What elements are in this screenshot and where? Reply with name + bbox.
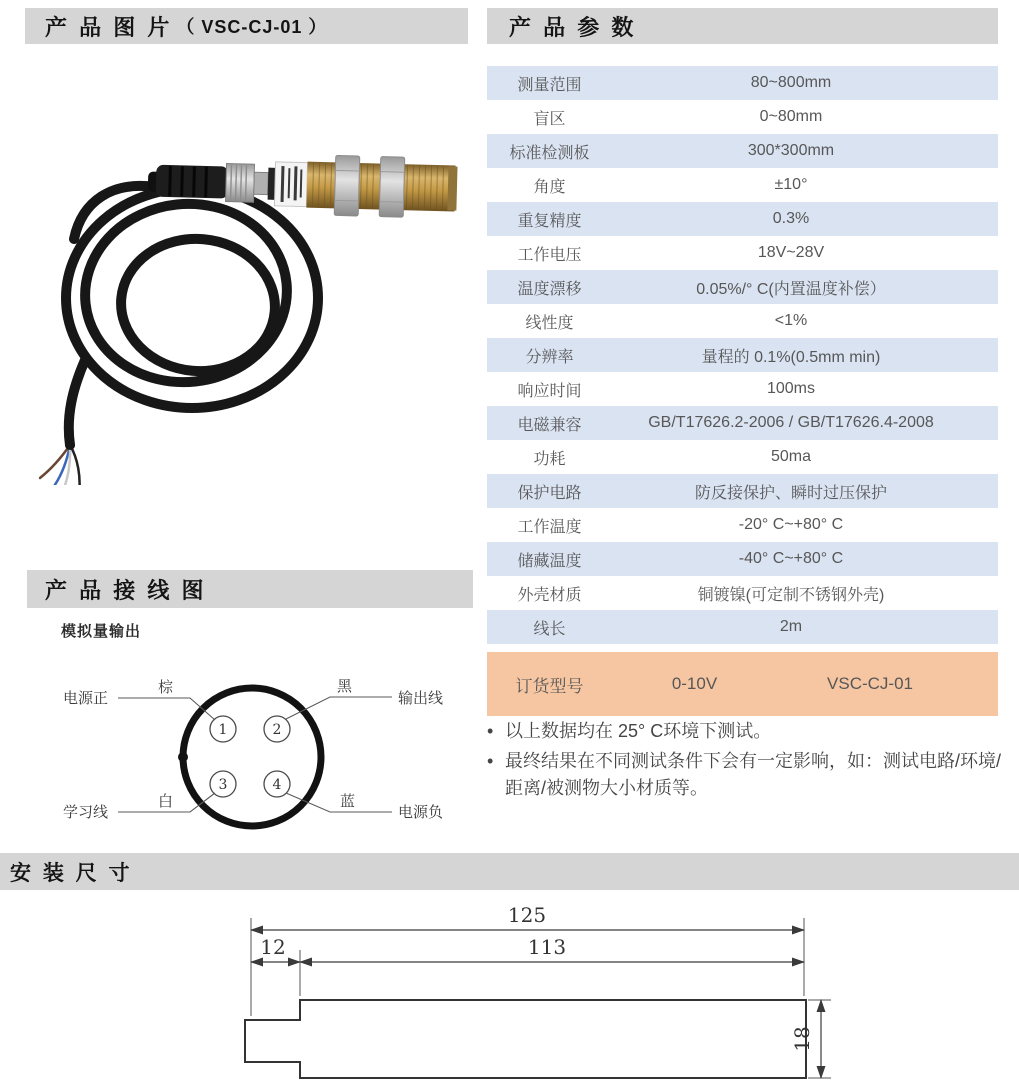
bullet-icon: • xyxy=(487,751,494,771)
param-label: 角度 xyxy=(533,178,566,196)
order-row-model: VSC-CJ-01 xyxy=(827,674,913,693)
order-row-output: 0-10V xyxy=(671,674,718,693)
param-row xyxy=(487,168,998,202)
param-value: 300*300mm xyxy=(747,142,835,159)
param-row xyxy=(487,270,998,304)
param-label: 重复精度 xyxy=(517,212,582,230)
params-title: 产 品 参 数 xyxy=(509,14,637,40)
note-text: 以上数据均在 25° C环境下测试。 xyxy=(505,721,772,741)
param-row xyxy=(487,338,998,372)
param-value: 18V~28V xyxy=(757,244,825,261)
params-table-rows xyxy=(487,66,998,644)
section-header-install xyxy=(0,853,1019,890)
section-header-product-image xyxy=(25,8,468,44)
dim-125: 125 xyxy=(507,903,547,927)
param-row xyxy=(487,100,998,134)
order-model-row xyxy=(487,652,998,716)
param-label: 线性度 xyxy=(525,314,574,332)
cable-wires xyxy=(40,440,80,485)
param-row xyxy=(487,202,998,236)
param-value: 0.05%/° C(内置温度补偿） xyxy=(696,280,886,298)
param-label: 电磁兼容 xyxy=(517,416,582,434)
param-value: 100ms xyxy=(766,380,816,397)
section-header-params xyxy=(487,8,998,44)
label-learn-wire: 学习线 xyxy=(63,804,109,821)
dim-12: 12 xyxy=(260,935,286,959)
pin-3-number: 3 xyxy=(218,777,228,793)
param-label: 工作电压 xyxy=(517,246,582,264)
param-label: 外壳材质 xyxy=(517,586,582,604)
label-wire-black: 黑 xyxy=(337,678,353,695)
param-label: 工作温度 xyxy=(517,518,582,536)
dim-113: 113 xyxy=(527,935,567,959)
param-row xyxy=(487,406,998,440)
connector-key-notch xyxy=(178,752,188,762)
params-table xyxy=(487,66,998,716)
param-value: ±10° xyxy=(774,176,808,193)
bullet-icon: • xyxy=(487,721,494,741)
param-label: 分辨率 xyxy=(525,348,574,366)
param-row xyxy=(487,440,998,474)
param-value: 80~800mm xyxy=(750,74,832,91)
param-label: 线长 xyxy=(533,620,566,638)
label-wire-white: 白 xyxy=(158,793,174,810)
install-title: 安 装 尺 寸 xyxy=(10,861,133,885)
product-photo xyxy=(30,55,470,485)
param-row xyxy=(487,474,998,508)
param-label: 储藏温度 xyxy=(517,552,582,570)
param-value: 0~80mm xyxy=(759,108,823,125)
order-row-label: 订货型号 xyxy=(515,676,584,696)
pin-4-number: 4 xyxy=(272,777,282,793)
param-label: 盲区 xyxy=(533,110,566,128)
label-power-negative: 电源负 xyxy=(398,804,444,821)
note-text: 最终结果在不同测试条件下会有一定影响，如：测试电路/环境/距离/被测物大小材质等。 xyxy=(505,751,1001,798)
label-output-wire: 输出线 xyxy=(398,690,444,707)
param-row xyxy=(487,610,998,644)
param-value: -20° C~+80° C xyxy=(738,516,844,533)
product-image-model: （ VSC-CJ-01 ） xyxy=(176,17,328,37)
param-row xyxy=(487,236,998,270)
pin-1-number: 1 xyxy=(218,722,228,738)
label-power-positive: 电源正 xyxy=(63,690,109,707)
label-wire-brown: 棕 xyxy=(158,679,174,696)
param-label: 保护电路 xyxy=(517,484,582,502)
note-item xyxy=(487,718,1002,745)
dim-18: 18 xyxy=(790,1026,814,1052)
param-row xyxy=(487,542,998,576)
param-value: 2m xyxy=(779,618,803,635)
param-value: GB/T17626.2-2006 / GB/T17626.4-2008 xyxy=(648,414,934,431)
param-value: 铜镀镍(可定制不锈钢外壳) xyxy=(697,586,885,604)
dimension-drawing xyxy=(225,898,845,1092)
param-label: 标准检测板 xyxy=(509,144,590,162)
pin-2-number: 2 xyxy=(272,722,282,738)
param-row xyxy=(487,372,998,406)
sensor-outline xyxy=(245,1000,806,1078)
param-row xyxy=(487,134,998,168)
param-row xyxy=(487,508,998,542)
param-label: 响应时间 xyxy=(517,382,582,400)
param-row xyxy=(487,576,998,610)
param-value: 量程的 0.1%(0.5mm min) xyxy=(701,348,881,366)
param-value: -40° C~+80° C xyxy=(738,550,844,567)
wiring-title: 产 品 接 线 图 xyxy=(45,577,207,603)
param-value: 防反接保护、瞬时过压保护 xyxy=(694,484,887,502)
param-value: 0.3% xyxy=(772,210,810,227)
param-label: 测量范围 xyxy=(517,76,582,94)
wiring-diagram xyxy=(30,665,475,835)
notes xyxy=(487,718,1002,805)
label-wire-blue: 蓝 xyxy=(340,793,356,810)
param-value: 50ma xyxy=(770,448,812,465)
param-row xyxy=(487,304,998,338)
param-label: 功耗 xyxy=(533,450,566,468)
product-image-title: 产 品 图 片 xyxy=(45,14,173,40)
connector-circle xyxy=(183,688,321,826)
section-header-wiring xyxy=(27,570,473,608)
cable-coil xyxy=(66,186,318,445)
param-row xyxy=(487,66,998,100)
note-item xyxy=(487,748,1002,802)
param-value: <1% xyxy=(774,312,808,329)
param-label: 温度漂移 xyxy=(517,280,582,298)
wiring-caption: 模拟量输出 xyxy=(61,623,142,640)
